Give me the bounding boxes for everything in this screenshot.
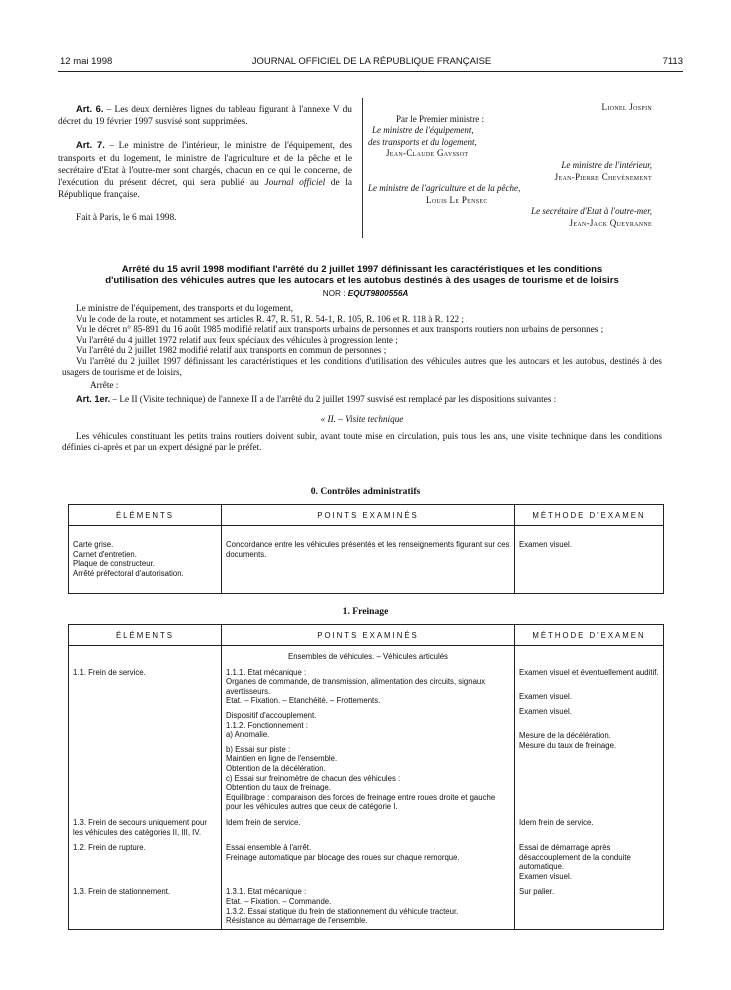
nor-label: NOR : — [322, 289, 348, 298]
cell-text: Etat. – Fixation. – Etanchéité. – Frottements. — [226, 696, 381, 706]
signature-line: des transports et du logement, — [368, 136, 477, 147]
cell-met — [515, 665, 664, 815]
cell-text: Examen visuel. — [519, 692, 572, 702]
signature-line: Jean-Jack Queyranne — [569, 217, 652, 228]
cell-text: Freinage automatique par blocage des roues sur chaque remorque. — [226, 852, 460, 862]
cell-text: 1.3. Frein de stationnement. — [73, 887, 171, 897]
table-row — [69, 840, 664, 884]
cell-pts — [222, 840, 515, 884]
cell-text: 1.1.2. Fonctionnement : — [226, 720, 308, 730]
cell-text: a) Anomalie. — [226, 730, 270, 740]
cell-text: Dispositif d'accouplement. — [226, 710, 317, 720]
journal-title: JOURNAL OFFICIEL DE LA RÉPUBLIQUE FRANÇAISE — [251, 56, 492, 67]
visite-heading: « II. – Visite technique — [320, 414, 404, 425]
cell-text: Examen visuel et éventuellement auditif. — [519, 667, 659, 677]
signature-line: Lionel Jospin — [601, 102, 652, 112]
cell-met — [515, 884, 664, 929]
cell-points: Concordance entre les véhicules présentés et les renseignements figurant sur ces documents. — [222, 526, 515, 594]
cell-text: Idem frein de service. — [226, 817, 301, 827]
subheader-row — [69, 646, 664, 665]
left-column — [58, 103, 352, 236]
cell-text: 1.1. Frein de service. — [73, 667, 146, 677]
cell-text: 1.1.1. Etat mécanique : — [226, 667, 307, 677]
art7-end: de la République française. — [58, 178, 352, 201]
arrete-title — [62, 264, 662, 286]
art6-label: Art. 6. — [76, 103, 104, 114]
cell-text: 1.3.2. Essai statique du frein de stationnement du véhicule tracteur. — [226, 906, 459, 916]
col-header-methode: MÉTHODE D'EXAMEN — [515, 625, 664, 646]
cell-pts — [222, 665, 515, 815]
arrete-word: Arrête : — [90, 380, 119, 391]
cell-elements — [69, 526, 222, 594]
element-item: Carnet d'entretien. — [73, 549, 137, 559]
art1-text: – Le II (Visite technique) de l'annexe II a de l'arrêté du 2 juillet 1997 susvisé est remplacé par les dispositions suivantes : — [110, 393, 557, 404]
signature-line: Par le Premier ministre : — [396, 113, 484, 124]
cell-text: Mesure du taux de freinage. — [519, 740, 617, 750]
element-item: Plaque de constructeur. — [73, 559, 155, 569]
cell-text: c) Essai sur freinomètre de chacun des véhicules : — [226, 773, 401, 783]
cell-met — [515, 815, 664, 840]
table-controles-administratifs — [68, 504, 664, 594]
section-0-title: 0. Contrôles administratifs — [310, 486, 421, 497]
art6-text: – Les deux dernières lignes du tableau figurant à l'annexe V du décret du 19 février 1997 susvisé sont supprimées. — [58, 105, 352, 128]
cell-text: 1.3.1. Etat mécanique : — [226, 887, 307, 897]
signature-line: Louis Le Pensec — [426, 194, 488, 205]
element-item: Arrêté préfectoral d'autorisation. — [73, 568, 184, 578]
cell-text: Etat. – Fixation. – Commande. — [226, 897, 332, 907]
cell-text: Idem frein de service. — [519, 817, 594, 827]
element-item: Carte grise. — [73, 540, 114, 549]
visa-paragraph: Vu l'arrêté du 2 juillet 1982 modifié relatif aux transports en commun de personnes ; — [76, 345, 387, 356]
cell-text: Obtention de la décélération. — [226, 763, 326, 773]
cell-text: 1.2. Frein de rupture. — [73, 843, 146, 853]
table-row — [69, 815, 664, 840]
subheader-ensembles: Ensembles de véhicules. – Véhicules articulés — [222, 646, 515, 665]
col-header-elements: ÉLÉMENTS — [69, 505, 222, 526]
cell-text: Examen visuel. — [519, 706, 572, 716]
article-6 — [58, 103, 352, 128]
signatures-block — [366, 102, 656, 230]
signature-line: Le secrétaire d'Etat à l'outre-mer, — [531, 206, 652, 217]
cell-el — [69, 884, 222, 929]
visas-list — [62, 303, 662, 377]
art7-journal: Journal officiel — [264, 178, 326, 189]
cell-el — [69, 815, 222, 840]
col-header-points: POINTS EXAMINÉS — [222, 625, 515, 646]
visa-paragraph: Vu l'arrêté du 4 juillet 1972 relatif aux feux spéciaux des véhicules à progression lente ; — [76, 334, 398, 345]
visa-paragraph: Vu le code de la route, et notamment ses articles R. 47, R. 51, R. 54-1, R. 105, R. 106 et R. 118 à R. 122 ; — [76, 313, 464, 324]
signature-line: Jean-Claude Gayssot — [386, 148, 469, 159]
cell-text: Maintien en ligne de l'ensemble. — [226, 754, 338, 764]
cell-text: Essai ensemble à l'arrêt. — [226, 843, 312, 853]
cell-text: 1.3. Frein de secours uniquement pour les véhicules des catégories II, III, IV. — [73, 817, 207, 837]
header-rule — [58, 71, 683, 72]
table-header-row — [69, 625, 664, 646]
cell-pts — [222, 815, 515, 840]
visite-paragraph: Les véhicules constituant les petits trains routiers doivent subir, avant toute mise en circulation, puis tous les ans, une visite technique dans les conditions définies ci-après et par un expert désigné par le préfet. — [62, 430, 662, 452]
cell-text: Equilibrage : comparaison des forces de freinage entre roues droite et gauche pour les véhicules autres que ceux de catégorie I. — [226, 792, 496, 812]
signature-line: Le ministre de l'équipement, — [372, 125, 474, 136]
cell-el — [69, 840, 222, 884]
signature-line: Le ministre de l'agriculture et de la pêche, — [368, 183, 521, 194]
art7-label: Art. 7. — [76, 139, 105, 151]
arrete-title-line-2: d'utilisation des véhicules autres que les autocars et les autobus destinés à des usages de tourisme et de loisirs — [105, 275, 619, 286]
table-header-row — [69, 505, 664, 526]
col-header-elements: ÉLÉMENTS — [69, 625, 222, 646]
visa-paragraph: Vu l'arrêté du 2 juillet 1997 définissant les caractéristiques et les conditions d'utilisation des véhicules autres que les autocars et les autobus, destinés à des usagers de tourisme et de loisirs, — [62, 355, 662, 377]
nor-code: EQUT9800556A — [347, 289, 409, 298]
cell-text: Mesure de la décélération. — [519, 731, 611, 741]
cell-text: Sur palier. — [519, 887, 555, 897]
cell-met — [515, 840, 664, 884]
col-header-points: POINTS EXAMINÉS — [222, 505, 515, 526]
column-divider — [362, 98, 363, 238]
cell-text: b) Essai sur piste : — [226, 744, 291, 754]
cell-text: Organes de commande, de transmission, alimentation des circuits, signaux avertisseurs. — [226, 677, 486, 696]
cell-pts — [222, 884, 515, 929]
visa-paragraph: Vu le décret n° 85-891 du 16 août 1985 modifié relatif aux transports urbains de personnes et aux transports routiers non urbains de personnes ; — [76, 324, 604, 335]
section-1-title: 1. Freinage — [342, 606, 389, 617]
article-1 — [62, 394, 662, 405]
cell-text: Obtention du taux de freinage. — [226, 783, 331, 793]
fait-a-paris: Fait à Paris, le 6 mai 1998. — [76, 213, 177, 224]
cell-methode: Examen visuel. — [515, 526, 664, 594]
art7-text: – Le ministre de l'intérieur, le ministre de l'équipement, des transports et du logement, le ministre de l'agriculture et de la pêche et le secrétaire d'Etat à l'outre-mer sont chargés, chacun en ce qui le concerne, de l'exécution du présent décret, qui sera publié au — [58, 141, 352, 189]
page-number: 7113 — [662, 56, 683, 67]
visa-paragraph: Le ministre de l'équipement, des transports et du logement, — [76, 303, 293, 313]
cell-el — [69, 665, 222, 815]
nor-reference — [0, 289, 731, 298]
table-freinage — [68, 624, 664, 930]
col-header-methode: MÉTHODE D'EXAMEN — [515, 505, 664, 526]
table-row — [69, 665, 664, 815]
cell-text: Examen visuel. — [519, 871, 572, 881]
cell-text: Essai de démarrage après désaccouplement de la conduite automatique. — [519, 843, 631, 872]
page-header — [60, 56, 683, 72]
table-row — [69, 884, 664, 929]
signature-line: Jean-Pierre Chevènement — [554, 171, 652, 182]
article-7 — [58, 139, 352, 201]
arrete-body — [62, 303, 662, 452]
header-date: 12 mai 1998 — [60, 56, 113, 67]
cell-text: Résistance au démarrage de l'ensemble. — [226, 916, 368, 926]
signature-line: Le ministre de l'intérieur, — [561, 159, 652, 170]
table-row — [69, 526, 664, 594]
art1-label: Art. 1er. — [76, 393, 111, 404]
arrete-title-line-1: Arrêté du 15 avril 1998 modifiant l'arrêté du 2 juillet 1997 définissant les caractéristiques et les conditions — [121, 264, 603, 275]
